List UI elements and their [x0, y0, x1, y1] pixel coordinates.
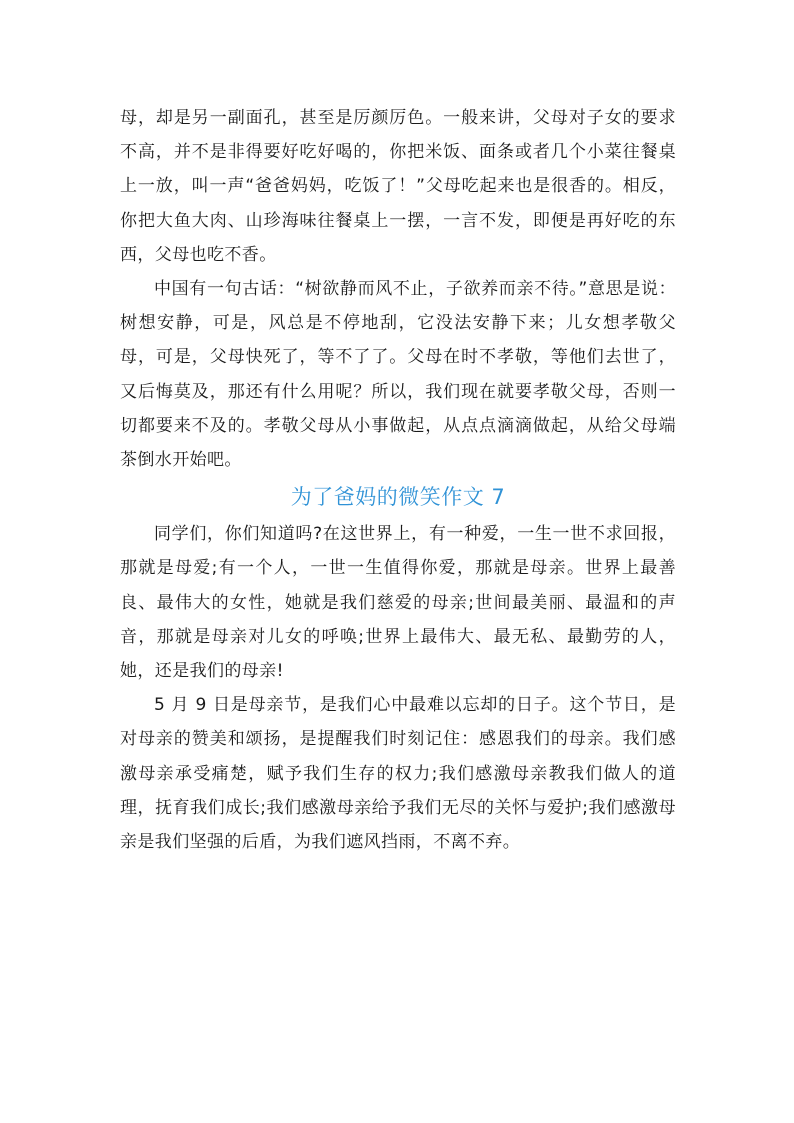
- document-body: [120, 101, 676, 859]
- paragraph-mother-love: 同学们，你们知道吗?在这世界上，有一种爱，一生一世不求回报，那就是母爱;有一个人，一世一生值得你爱，那就是母亲。世界上最善良、最伟大的女性，她就是我们慈爱的母亲;世间最美丽、最温和的声音，那就是母亲对儿女的呼唤;世界上最伟大、最无私、最勤劳的人，她，还是我们的母亲!: [120, 524, 676, 682]
- section-heading: 为了爸妈的微笑作文 7: [290, 485, 506, 510]
- paragraph-mothers-day: 5 月 9 日是母亲节，是我们心中最难以忘却的日子。这个节日，是对母亲的赞美和颂扬，是提醒我们时刻记住：感恩我们的母亲。我们感激母亲承受痛楚，赋予我们生存的权力;我们感激母亲教我们做人的道理，抚育我们成长;我们感激母亲给予我们无尽的关怀与爱护;我们感激母亲是我们坚强的后盾，为我们遮风挡雨，不离不弃。: [120, 695, 676, 853]
- paragraph-ancient-saying: 中国有一句古话：“树欲静而风不止，子欲养而亲不待。”意思是说：树想安静，可是，风总是不停地刮，它没法安静下来；儿女想孝敬父母，可是，父母快死了，等不了了。父母在时不孝敬，等他们去世了，又后悔莫及，那还有什么用呢？所以，我们现在就要孝敬父母，否则一切都要来不及的。孝敬父母从小事做起，从点点滴滴做起，从给父母端茶倒水开始吧。: [120, 279, 676, 471]
- paragraph-continuation: 母，却是另一副面孔，甚至是厉颜厉色。一般来讲，父母对子女的要求不高，并不是非得要好吃好喝的，你把米饭、面条或者几个小菜往餐桌上一放，叫一声“爸爸妈妈，吃饭了！”父母吃起来也是很香的。相反，你把大鱼大肉、山珍海味往餐桌上一摆，一言不发，即便是再好吃的东西，父母也吃不香。: [120, 108, 676, 265]
